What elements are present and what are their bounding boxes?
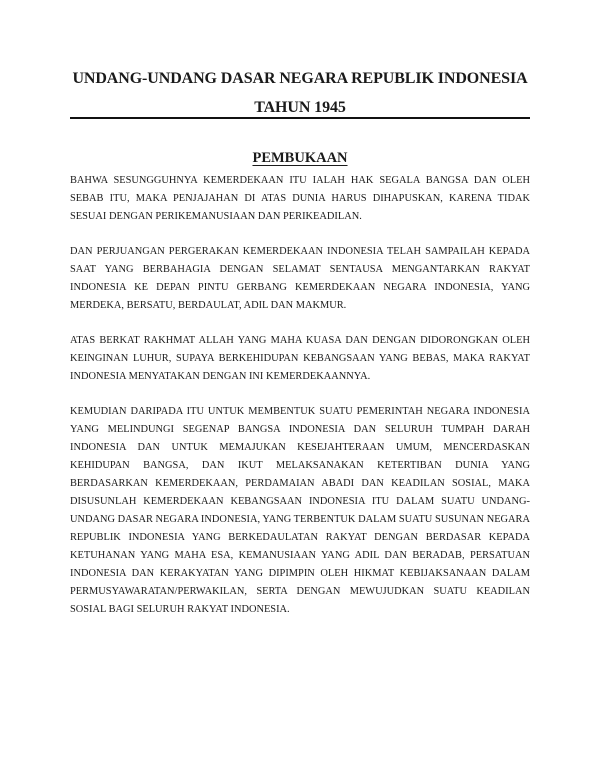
paragraph-line: MERDEKA, BERSATU, BERDAULAT, ADIL DAN MAKMUR. — [70, 300, 347, 311]
paragraph-line: SAAT YANG BERBAHAGIA DENGAN SELAMAT SENTAUSA MENGANTARKAN RAKYAT — [70, 264, 530, 275]
paragraph-line: INDONESIA DAN KERAKYATAN YANG DIPIMPIN OLEH HIKMAT KEBIJAKSANAAN DALAM — [70, 568, 530, 579]
paragraph-line: UNDANG DASAR NEGARA INDONESIA, YANG TERBENTUK DALAM SUATU SUSUNAN NEGARA — [70, 514, 530, 525]
paragraph-line: PERMUSYAWARATAN/PERWAKILAN, SERTA DENGAN MEWUJUDKAN SUATU KEADILAN — [70, 586, 530, 597]
paragraph-line: YANG MELINDUNGI SEGENAP BANGSA INDONESIA DAN SELURUH TUMPAH DARAH — [70, 424, 530, 435]
paragraph-line: SEBAB ITU, MAKA PENJAJAHAN DI ATAS DUNIA HARUS DIHAPUSKAN, KARENA TIDAK — [70, 193, 530, 204]
document-body — [70, 172, 530, 636]
paragraph-line: INDONESIA MENYATAKAN DENGAN INI KEMERDEKAANNYA. — [70, 371, 371, 382]
paragraph-line: REPUBLIK INDONESIA YANG BERKEDAULATAN RAKYAT DENGAN BERDASAR KEPADA — [70, 532, 530, 543]
section-heading — [70, 148, 530, 168]
paragraph — [70, 243, 530, 315]
paragraph-line: DAN PERJUANGAN PERGERAKAN KEMERDEKAAN INDONESIA TELAH SAMPAILAH KEPADA — [70, 246, 530, 257]
paragraph-line: BERDASARKAN KEMERDEKAAN, PERDAMAIAN ABADI DAN KEADILAN SOSIAL, MAKA — [70, 478, 530, 489]
paragraph-line: KEMUDIAN DARIPADA ITU UNTUK MEMBENTUK SUATU PEMERINTAH NEGARA INDONESIA — [70, 406, 530, 417]
paragraph-line: KEINGINAN LUHUR, SUPAYA BERKEHIDUPAN KEBANGSAAN YANG BEBAS, MAKA RAKYAT — [70, 353, 530, 364]
section-heading-text: PEMBUKAAN — [252, 150, 348, 166]
paragraph-line: DISUSUNLAH KEMERDEKAAN KEBANGSAAN INDONESIA ITU DALAM SUATU UNDANG- — [70, 496, 530, 507]
paragraph — [70, 172, 530, 226]
paragraph-line: KEHIDUPAN BANGSA, DAN IKUT MELAKSANAKAN KETERTIBAN DUNIA YANG — [70, 460, 530, 471]
paragraph-line: KETUHANAN YANG MAHA ESA, KEMANUSIAAN YANG ADIL DAN BERADAB, PERSATUAN — [70, 550, 530, 561]
paragraph — [70, 403, 530, 619]
document-title-line-2: TAHUN 1945 — [254, 99, 346, 116]
paragraph-line: ATAS BERKAT RAKHMAT ALLAH YANG MAHA KUASA DAN DENGAN DIDORONGKAN OLEH — [70, 335, 530, 346]
paragraph-line: SOSIAL BAGI SELURUH RAKYAT INDONESIA. — [70, 604, 290, 615]
paragraph — [70, 332, 530, 386]
document-header — [70, 64, 530, 122]
document-title-line-1: UNDANG-UNDANG DASAR NEGARA REPUBLIK INDONESIA — [72, 70, 528, 87]
paragraph-line: INDONESIA DAN UNTUK MEMAJUKAN KESEJAHTERAAN UMUM, MENCERDASKAN — [70, 442, 530, 453]
paragraph-line: BAHWA SESUNGGUHNYA KEMERDEKAAN ITU IALAH HAK SEGALA BANGSA DAN OLEH — [70, 175, 530, 186]
paragraph-line: SESUAI DENGAN PERIKEMANUSIAAN DAN PERIKEADILAN. — [70, 211, 362, 222]
title-divider — [70, 117, 530, 119]
paragraph-line: INDONESIA KE DEPAN PINTU GERBANG KEMERDEKAAN NEGARA INDONESIA, YANG — [70, 282, 530, 293]
